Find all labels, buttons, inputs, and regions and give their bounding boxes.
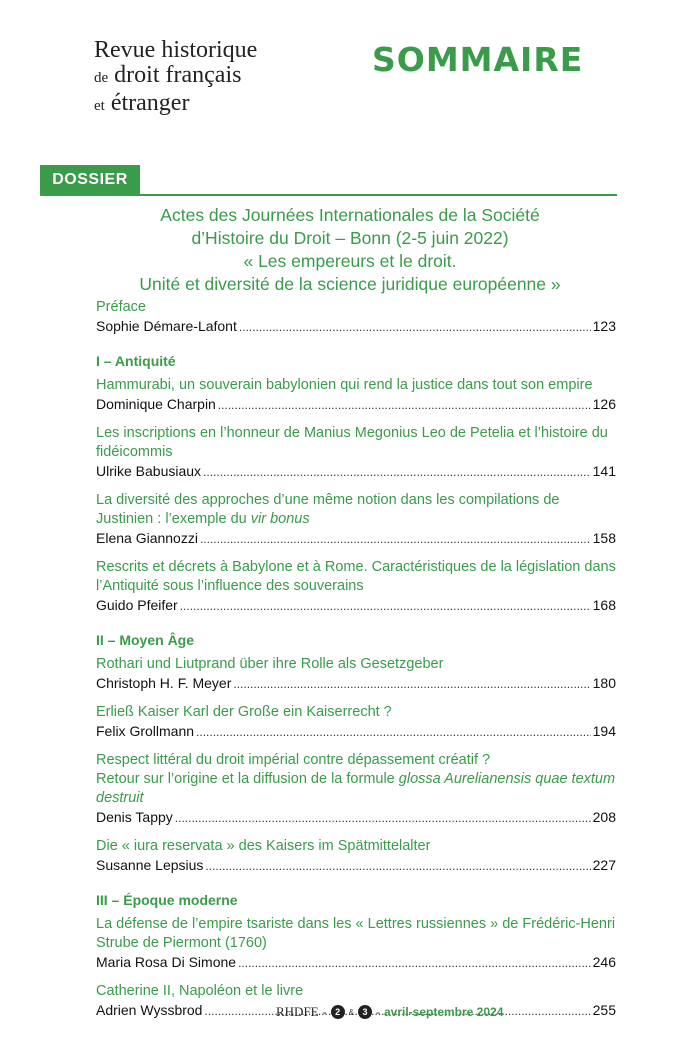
toc-entry-author: Denis Tappy: [96, 809, 173, 825]
toc-entry[interactable]: [96, 376, 616, 415]
toc-entry-author-line: [96, 722, 616, 742]
toc-entry-preface[interactable]: [96, 298, 616, 337]
toc-entry-title: Préface: [96, 299, 146, 315]
leader-dots: [196, 723, 591, 742]
journal-title-line3: et étranger: [94, 90, 190, 116]
toc-entry-author: Maria Rosa Di Simone: [96, 954, 237, 970]
toc-entry-page: 255: [592, 1002, 616, 1018]
toc-entry-title: Catherine II, Napoléon et le livre: [96, 983, 304, 999]
dossier-title-line: Unité et diversité de la science juridique européenne »: [139, 274, 561, 294]
toc-entry-author-line: [96, 808, 616, 828]
journal-title-line1: Revue historique: [94, 37, 258, 63]
toc-entry[interactable]: [96, 491, 616, 549]
toc-entry-author-line: [96, 596, 616, 616]
toc-entry[interactable]: [96, 837, 616, 876]
toc-entry-page: 126: [592, 396, 616, 412]
toc-entry-author: Susanne Lepsius: [96, 857, 204, 873]
toc-entry-title: Hammurabi, un souverain babylonien qui rend la justice dans tout son empire: [96, 377, 593, 393]
journal-title-line2: de droit français: [94, 62, 242, 88]
issue-date: avril-septembre 2024: [383, 1005, 504, 1019]
footer-separator: -: [322, 1005, 327, 1019]
toc-entry-author: Christoph H. F. Meyer: [96, 675, 232, 691]
toc-entry-title: Erließ Kaiser Karl der Große ein Kaiserrecht ?: [96, 704, 392, 720]
toc-entry-author-line: [96, 462, 616, 482]
leader-dots: [233, 675, 590, 694]
toc-entry-title: Rescrits et décrets à Babylone et à Rome. Caractéristiques de la législation dans l’Antiquité sous l’influence des souverains: [96, 559, 616, 594]
dossier-title-line: « Les empereurs et le droit.: [243, 251, 457, 271]
toc-entry-title: Rothari und Liutprand über ihre Rolle als Gesetzgeber: [96, 656, 444, 672]
toc-entry-page: 123: [592, 318, 616, 334]
toc-entry-page: 194: [592, 723, 616, 739]
toc-entry-author: Dominique Charpin: [96, 396, 216, 412]
toc-entry-title: Die « iura reservata » des Kaisers im Spätmittelalter: [96, 838, 431, 854]
leader-dots: [180, 597, 591, 616]
toc-entry[interactable]: [96, 703, 616, 742]
toc-entry-page: 246: [592, 954, 616, 970]
toc-entry-title: La diversité des approches d’une même notion dans les compilations de Justinien : l’exemple du vir bonus: [96, 492, 560, 527]
dossier-divider: [40, 194, 617, 196]
section-heading: II – Moyen Âge: [96, 632, 195, 648]
toc-entry-page: 180: [592, 675, 616, 691]
toc-entry-author: Sophie Démare-Lafont: [96, 318, 237, 334]
toc-entry-author-line: [96, 856, 616, 876]
leader-dots: [205, 857, 590, 876]
toc-entry-page: 141: [592, 463, 616, 479]
toc-entry-author: Elena Giannozzi: [96, 530, 198, 546]
footer-separator: -: [375, 1005, 380, 1019]
page-footer: [276, 1004, 503, 1020]
journal-title: [94, 38, 257, 119]
journal-abbrev: RHDFE: [276, 1004, 319, 1019]
toc-entry[interactable]: [96, 558, 616, 616]
leader-dots: [175, 809, 591, 828]
toc-entry-title: Les inscriptions en l’honneur de Manius Megonius Leo de Petelia et l’histoire du fidéicommis: [96, 425, 608, 460]
leader-dots: [238, 954, 591, 973]
dossier-title-line: Actes des Journées Internationales de la Société: [160, 205, 540, 225]
toc-entry-author: Guido Pfeifer: [96, 597, 178, 613]
toc-entry-title: Respect littéral du droit impérial contre dépassement créatif ? Retour sur l’origine et la diffusion de la formule glossa Aurelianensis quae textum destruit: [96, 752, 616, 806]
toc-entry-author: Ulrike Babusiaux: [96, 463, 202, 479]
dossier-tag: DOSSIER: [40, 165, 140, 195]
toc-entry-page: 208: [592, 809, 616, 825]
toc-entry-author-line: [96, 395, 616, 415]
leader-dots: [200, 530, 591, 549]
dossier-title-line: d’Histoire du Droit – Bonn (2-5 juin 2022): [191, 228, 509, 248]
italic-term: glossa Aurelianensis quae textum destruit: [96, 771, 616, 806]
table-of-contents: [96, 298, 616, 1030]
toc-entry-page: 227: [592, 857, 616, 873]
issue-number-badge: 2: [331, 1005, 345, 1019]
toc-entry-author: Felix Grollmann: [96, 723, 195, 739]
toc-entry[interactable]: [96, 424, 616, 482]
section-heading: III – Époque moderne: [96, 892, 238, 908]
toc-entry-title: La défense de l’empire tsariste dans les « Lettres russiennes » de Frédéric-Henri Strube de Piermont (1760): [96, 916, 616, 951]
toc-entry-author-line: [96, 953, 616, 973]
toc-entry-author-line: [96, 674, 616, 694]
leader-dots: [218, 396, 591, 415]
issue-ampersand: &: [348, 1007, 354, 1017]
leader-dots: [203, 463, 591, 482]
toc-entry[interactable]: [96, 751, 616, 828]
toc-entry-page: 158: [592, 530, 616, 546]
toc-entry-author-line: [96, 529, 616, 549]
leader-dots: [239, 318, 591, 337]
italic-term: vir bonus: [250, 511, 310, 527]
toc-entry[interactable]: [96, 655, 616, 694]
issue-number-badge: 3: [358, 1005, 372, 1019]
page-title: SOMMAIRE: [372, 40, 584, 79]
toc-entry-author-line: [96, 317, 616, 337]
toc-entry[interactable]: [96, 915, 616, 973]
dossier-title: [60, 204, 640, 296]
toc-entry-page: 168: [592, 597, 616, 613]
section-heading: I – Antiquité: [96, 353, 176, 369]
toc-entry-author: Adrien Wyssbrod: [96, 1002, 203, 1018]
